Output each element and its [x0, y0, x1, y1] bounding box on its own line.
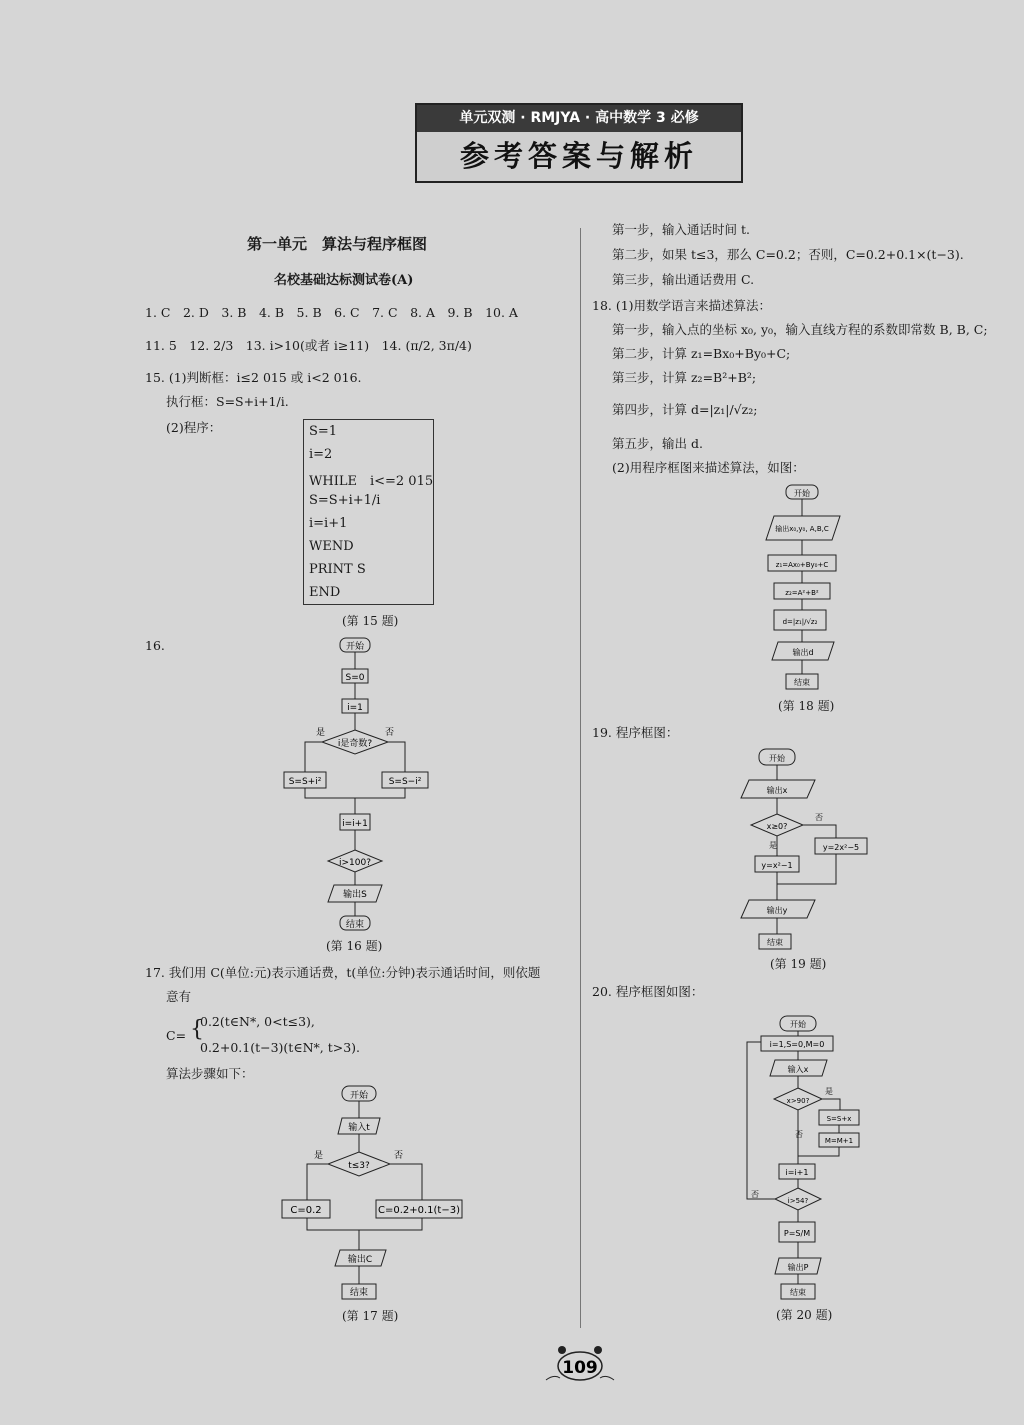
decision-x: x>90? — [786, 1097, 810, 1105]
q17-case1: 0.2(t∈N*, 0<t≤3), — [200, 1014, 315, 1029]
start-label: 开始 — [769, 754, 785, 763]
z2-box: z₂=A²+B² — [785, 589, 819, 597]
output-box: 输出y — [766, 906, 788, 915]
q18-line1: 18. (1)用数学语言来描述算法： — [592, 298, 772, 313]
increment-box: i=i+1 — [785, 1168, 809, 1177]
q15-line2: 执行框：S=S+i+1/i. — [166, 394, 289, 409]
start-label: 开始 — [345, 642, 365, 652]
q18-step4: 第四步，计算 d=|z₁|/√z₂; — [612, 402, 758, 417]
q17-case2: 0.2+0.1(t−3)(t∈N*, t>3). — [200, 1040, 361, 1055]
input-box: 输入x — [787, 1065, 809, 1074]
q20-line1: 20. 程序框图如图： — [592, 984, 704, 999]
code-line: S=1 — [309, 424, 338, 439]
q16-flowchart — [270, 632, 450, 952]
right-box: y=2x²−5 — [822, 843, 860, 852]
output-box: 输出C — [347, 1255, 373, 1265]
code-line: WHILE i<=2 015 — [309, 474, 434, 489]
q15-line3: (2)程序： — [166, 420, 222, 435]
banner-title: 参考答案与解析 — [459, 139, 698, 173]
q18-step2: 第二步，计算 z₁=Bx₀+By₀+C; — [612, 346, 791, 361]
no-label: 否 — [795, 1130, 803, 1139]
q17-caption: (第 17 题) — [342, 1309, 399, 1323]
q17-line1: 17. 我们用 C(单位:元)表示通话费，t(单位:分钟)表示通话时间，则依题 — [145, 965, 541, 980]
output-box: 输出S — [343, 890, 367, 900]
code-line: WEND — [309, 539, 354, 554]
q18-step5: 第五步，输出 d. — [612, 436, 703, 451]
unit-title: 第一单元 算法与程序框图 — [247, 235, 428, 253]
step3: 第三步，输出通话费用 C. — [612, 272, 755, 287]
z1-box: z₁=Ax₀+By₀+C — [775, 561, 829, 569]
code-line: END — [309, 585, 341, 600]
q20-flowchart — [735, 1004, 875, 1304]
q17-line2: 意有 — [166, 989, 192, 1004]
q17-flowchart — [270, 1080, 470, 1310]
page-number-ornament — [540, 1340, 620, 1390]
decision-odd: i是奇数? — [337, 739, 373, 749]
q18-flowchart — [760, 482, 850, 697]
increment-box: i=i+1 — [342, 819, 368, 829]
decision-100: i>100? — [339, 858, 371, 868]
input-box: 输出x — [766, 786, 788, 795]
end-label: 结束 — [794, 678, 810, 687]
end-label: 结束 — [767, 938, 783, 947]
decision-i: i>54? — [787, 1197, 809, 1205]
yes-label: 是 — [825, 1087, 833, 1096]
count-box: M=M+1 — [824, 1137, 854, 1145]
q19-caption: (第 19 题) — [770, 957, 827, 971]
q15-code-box — [303, 419, 434, 605]
test-title: 名校基础达标测试卷(A) — [274, 273, 414, 288]
p-box: P=S/M — [783, 1229, 811, 1238]
decision-t: t≤3? — [348, 1161, 370, 1171]
start-label: 开始 — [790, 1020, 806, 1029]
no-label: 否 — [815, 813, 823, 822]
q15-caption: (第 15 题) — [342, 614, 399, 628]
no-label: 否 — [751, 1190, 759, 1199]
code-line: PRINT S — [309, 562, 366, 577]
d-box: d=|z₁|/√z₂ — [782, 618, 818, 626]
init-box: i=1,S=0,M=0 — [769, 1040, 825, 1049]
code-line: S=S+i+1/i — [309, 493, 381, 508]
q18-line2: (2)用程序框图来描述算法，如图： — [612, 460, 805, 475]
left-box: y=x²−1 — [761, 861, 793, 870]
c-extra-box: C=0.2+0.1(t−3) — [377, 1205, 461, 1216]
start-label: 开始 — [349, 1091, 369, 1101]
start-label: 开始 — [794, 489, 810, 498]
sum-box: S=S+x — [826, 1115, 852, 1123]
banner-subtitle: 单元双测 · RMJYA · 高中数学 3 必修 — [417, 105, 741, 132]
q19-line1: 19. 程序框图： — [592, 725, 679, 740]
add-box: S=S+i² — [288, 777, 322, 787]
yes-label: 是 — [316, 728, 326, 738]
q16-number: 16. — [145, 638, 165, 653]
q18-step1: 第一步，输入点的坐标 x₀, y₀，输入直线方程的系数即常数 B, B, C; — [612, 322, 988, 337]
code-line: i=i+1 — [309, 516, 348, 531]
step2: 第二步，如果 t≤3，那么 C=0.2；否则，C=0.2+0.1×(t−3). — [612, 247, 964, 262]
q17-c-eq: C= — [166, 1028, 187, 1043]
column-divider — [580, 228, 581, 1328]
no-label: 否 — [394, 1151, 404, 1161]
yes-label: 是 — [314, 1151, 324, 1161]
q17-line3: 算法步骤如下： — [166, 1066, 254, 1081]
init-i: i=1 — [347, 703, 363, 713]
header-banner — [415, 103, 743, 183]
step1: 第一步，输入通话时间 t. — [612, 222, 750, 237]
brace: { — [190, 1017, 204, 1042]
q20-caption: (第 20 题) — [776, 1308, 833, 1322]
answers-1-10: 1. C 2. D 3. B 4. B 5. B 6. C 7. C 8. A 9. B 10. A — [145, 305, 518, 320]
c-base-box: C=0.2 — [290, 1205, 322, 1216]
q16-caption: (第 16 题) — [326, 939, 383, 953]
no-label: 否 — [385, 728, 395, 738]
input-box: 输出x₀,y₀, A,B,C — [775, 525, 829, 533]
end-label: 结束 — [345, 920, 365, 930]
output-box: 输出d — [792, 648, 814, 657]
output-box: 输出P — [787, 1263, 809, 1272]
page-number: 109 — [562, 1358, 598, 1378]
subtract-box: S=S−i² — [388, 777, 422, 787]
init-s: S=0 — [345, 673, 365, 683]
input-box: 输入t — [348, 1123, 370, 1133]
code-line: i=2 — [309, 447, 333, 462]
end-label: 结束 — [349, 1288, 369, 1298]
answers-11-14: 11. 5 12. 2/3 13. i>10(或者 i≥11) 14. (π/2, 3π/4) — [145, 338, 472, 353]
end-label: 结束 — [790, 1288, 806, 1297]
q15-line1: 15. (1)判断框：i≤2 015 或 i<2 016. — [145, 370, 362, 385]
q19-flowchart — [735, 744, 875, 954]
q18-caption: (第 18 题) — [778, 699, 835, 713]
yes-label: 是 — [769, 841, 777, 850]
decision-x: x≥0? — [766, 822, 788, 831]
q18-step3: 第三步，计算 z₂=B²+B²; — [612, 370, 757, 385]
